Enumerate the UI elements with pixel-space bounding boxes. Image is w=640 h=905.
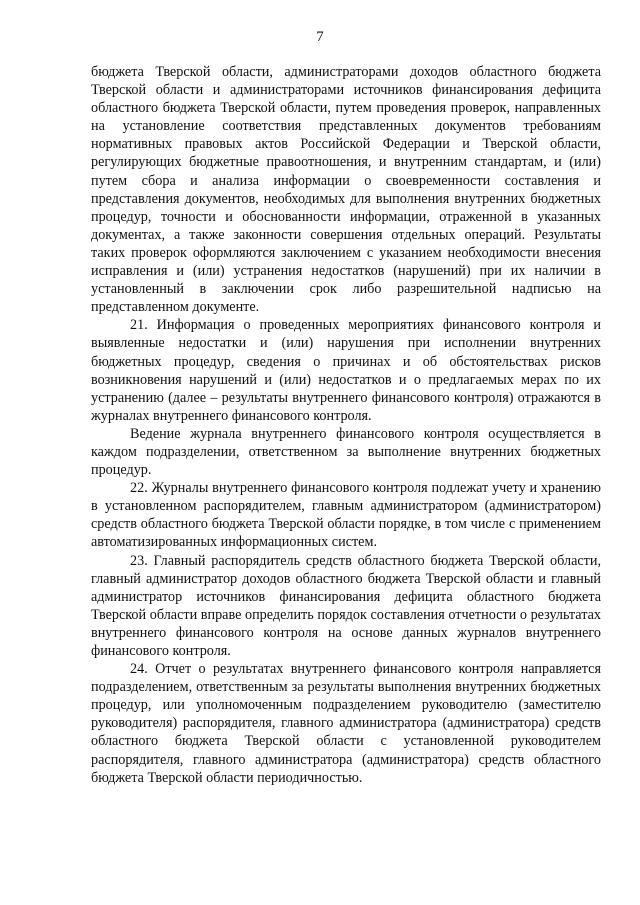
paragraph-journal-maintenance: Ведение журнала внутреннего финансового контроля осуществляется в каждом подразделении, ответственном за выполнение внутренних бюджетных процедур. bbox=[91, 425, 601, 479]
paragraph-continuation: бюджета Тверской области, администраторами доходов областного бюджета Тверской области и администраторами источников финансирования дефицита областного бюджета Тверской области, путем проведения проверок, направленных на установление соответствия представленных документов требованиям нормативных правовых актов Российской Федерации и Тверской области, регулирующих бюджетные правоотношения, и внутренним стандартам, и (или) путем сбора и анализа информации о своевременности составления и представления документов, необходимых для выполнения внутренних бюджетных процедур, точности и обоснованности информации, отраженной в указанных документах, а также законности совершения отдельных операций. Результаты таких проверок оформляются заключением с указанием необходимости внесения исправления и (или) устранения недостатков (нарушений) при их наличии в установленный в заключении срок либо разрешительной надписью на представленном документе. bbox=[91, 64, 601, 316]
page-number: 7 bbox=[316, 29, 324, 45]
paragraph-24: 24. Отчет о результатах внутреннего финансового контроля направляется подразделением, ответственным за результаты выполнения внутренних бюджетных процедур, или уполномоченным подразделением руководителю (заместителю руководителя) распорядителя, главного администратора (администратора) средств областного бюджета Тверской области с установленной руководителем распорядителя, главного администратора (администратора) средств областного бюджета Тверской области периодичностью. bbox=[91, 661, 601, 786]
paragraph-22: 22. Журналы внутреннего финансового контроля подлежат учету и хранению в установленном распорядителем, главным администратором (администратором) средств областного бюджета Тверской области порядке, в том числе с применением автоматизированных информационных систем. bbox=[91, 480, 601, 551]
paragraph-23: 23. Главный распорядитель средств областного бюджета Тверской области, главный администратор доходов областного бюджета Тверской области и главный администратор источников финансирования дефицита областного бюджета Тверской области вправе определить порядок составления отчетности о результатах внутреннего финансового контроля на основе данных журналов внутреннего финансового контроля. bbox=[91, 552, 601, 659]
paragraph-21: 21. Информация о проведенных мероприятиях финансового контроля и выявленные недостатки и (или) нарушения при исполнении внутренних бюджетных процедур, сведения о причинах и об обстоятельствах рисков возникновения нарушений и (или) недостатков и о предлагаемых мерах по их устранению (далее – результаты внутреннего финансового контроля) отражаются в журналах внутреннего финансового контроля. bbox=[91, 317, 601, 424]
document-body bbox=[91, 63, 601, 787]
